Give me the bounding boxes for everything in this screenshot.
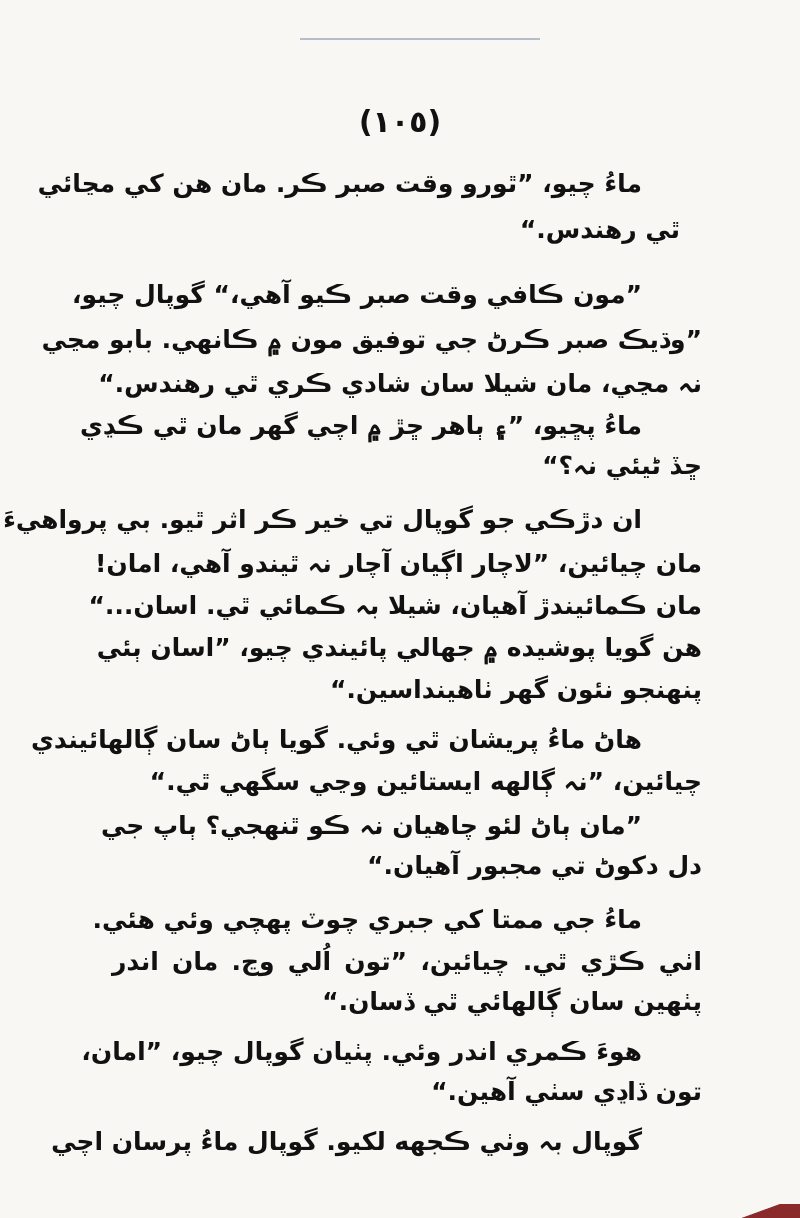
text-line: پنهنجو نئون گهر ٺاهينداسين.“ — [329, 675, 702, 704]
text-line: ماءُ چيو، ”ٿورو وقت صبر ڪر. مان هن کي مڃائي — [37, 169, 642, 198]
text-line: ماءُ جي ممتا کي جبري چوٽ پهچي وئي هئي. — [92, 905, 642, 934]
text-line: ٿي رهندس.“ — [519, 215, 680, 244]
text-line: چيائين، ”نہ ڳالهه ايستائين وڃي سگهي ٿي.“ — [149, 767, 702, 796]
text-line: نہ مڃي، مان شيلا سان شادي ڪري ٿي رهندس.“ — [98, 369, 702, 398]
text-line: هن گويا پوشيده ۾ جهالي پائيندي چيو، ”اسان ٻئي — [96, 633, 702, 662]
text-line: مان ڪمائيندڙ آهيان، شيلا بہ ڪمائي ٿي. اسان...“ — [88, 591, 702, 620]
text-line: ”وڌيڪ صبر ڪرڻ جي توفيق مون ۾ ڪانهي. بابو مڃي — [41, 325, 702, 354]
text-line: ڇڏ ڻيئي نہ؟“ — [542, 451, 702, 480]
text-line: ”مون ڪافي وقت صبر ڪيو آهي،“ گوپال چيو، — [72, 280, 642, 309]
text-line: پٺهين سان ڳالهائي ٿي ڏسان.“ — [322, 987, 702, 1016]
text-line: تون ڏاڍي سٺي آهين.“ — [431, 1077, 702, 1106]
book-cover-corner — [740, 1204, 800, 1218]
text-line: اٺي ڪڙي ٿي. چيائين، ”تون اُلي وڃ. مان اندر — [112, 947, 702, 976]
text-line: مان چيائين، ”لاچار اڳيان آچار نہ ٿيندو آهي، امان! — [95, 549, 702, 578]
text-line: ”مان ٻاڻ لئو چاهيان نہ ڪو ٿنهجي؟ ٻاپ جي — [101, 811, 642, 840]
text-line: ان دڙڪي جو گوپال تي خير ڪر اثر ٿيو. بي پرواهيءَ — [3, 505, 642, 534]
text-line: دل دکوڻ تي مجبور آهيان.“ — [367, 851, 702, 880]
text-line: هوءَ ڪمري اندر وئي. پٺيان گوپال چيو، ”امان، — [81, 1037, 642, 1066]
text-line: ماءُ پڇيو، ”۽ ٻاهر ڇڙ ۾ اچي گهر مان ٿي ڪڍي — [80, 411, 642, 440]
text-line: گوپال بہ وٺي ڪجهه لکيو. گوپال ماءُ پرسان اچي — [51, 1127, 642, 1156]
text-line: هاڻ ماءُ پريشان ٿي وئي. گويا ٻاڻ سان ڳالهائيندي — [31, 725, 642, 754]
scan-edge-line — [300, 38, 540, 40]
page-number: (١٠٥) — [358, 105, 442, 140]
